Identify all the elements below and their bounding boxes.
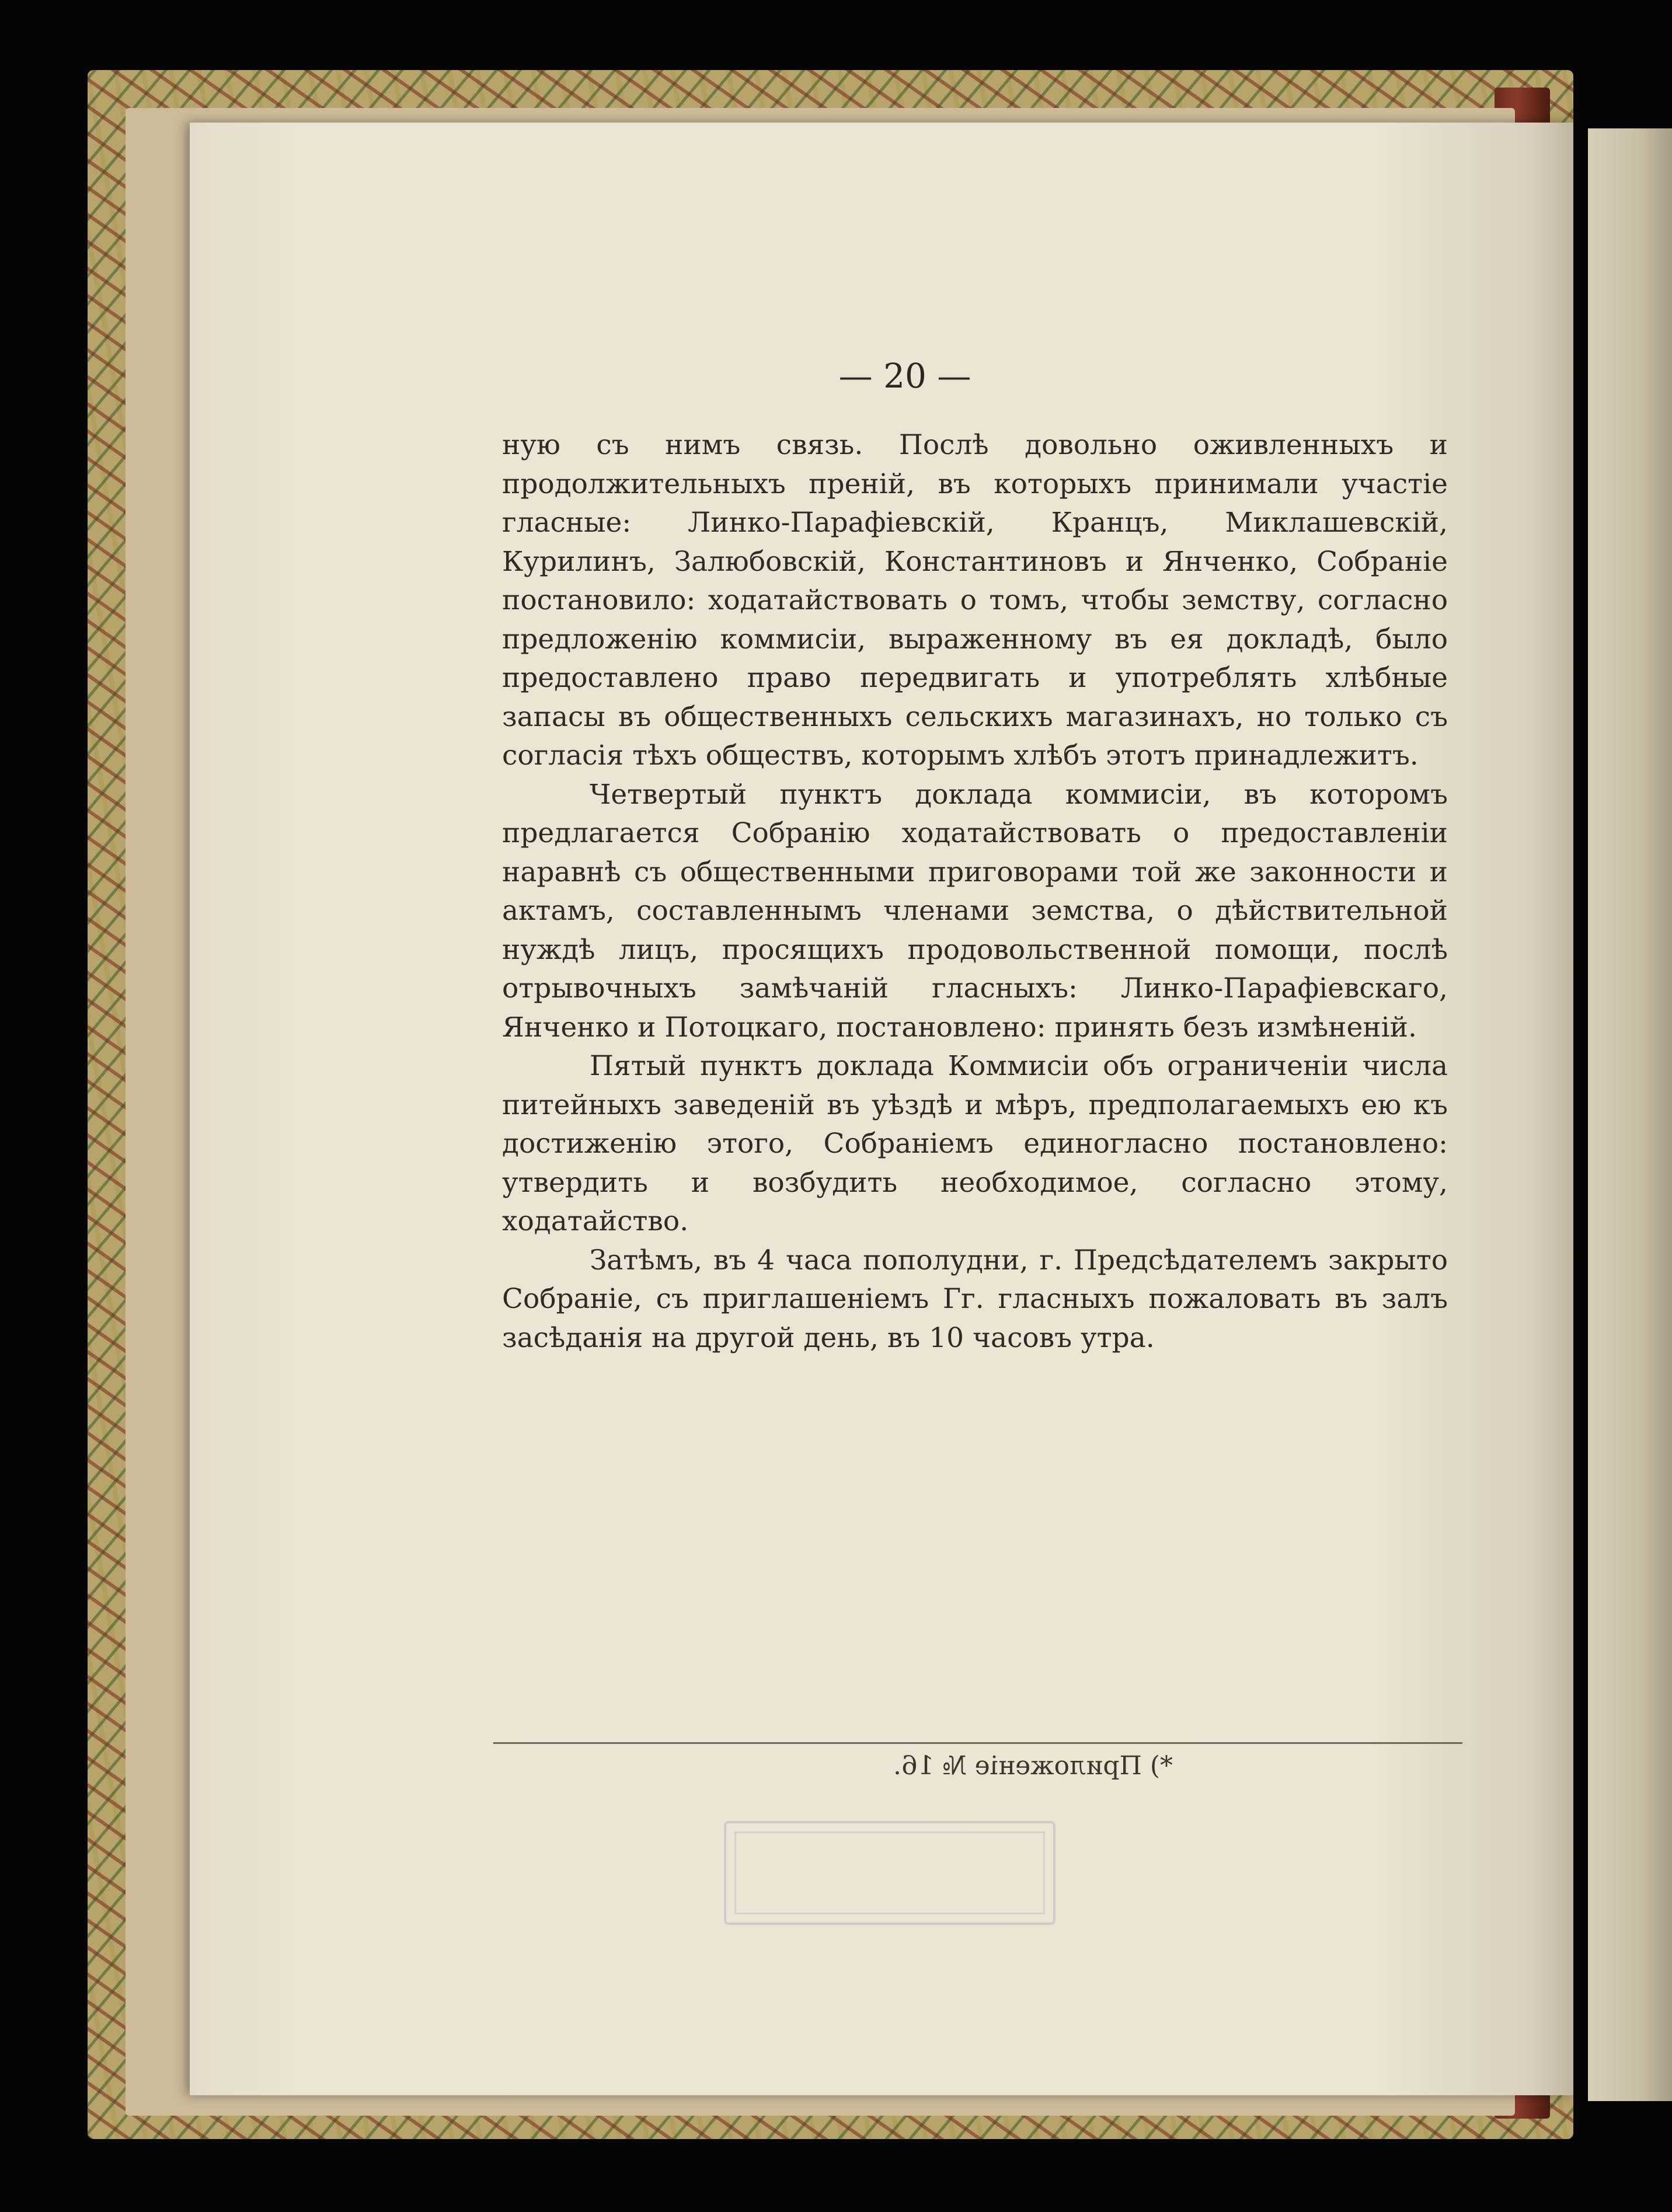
paragraph-2: Четвертый пунктъ доклада коммисіи, въ которомъ предлагается Собранію ходатайствовать о предоставленіи наравнѣ съ общественными приговорами той же законности и актамъ, составленнымъ членами земства, о дѣйствительной нуждѣ лицъ, просящихъ продовольственной помощи, послѣ отрывочныхъ замѣчаній гласныхъ: Линко-Парафіевскаго, Янченко и Потоцкаго, постановлено: принять безъ измѣненій.: [502, 778, 1448, 1044]
footnote-divider: [493, 1742, 1462, 1744]
facing-page-edge: [1588, 128, 1672, 2101]
library-stamp-ghost: [724, 1821, 1056, 1925]
page-number: — 20 —: [838, 356, 971, 396]
paragraph-3: Пятый пунктъ доклада Коммисіи объ ограниченіи числа питейныхъ заведеній въ уѣздѣ и мѣръ, предполагаемыхъ ею къ достиженію этого, Собраніемъ единогласно постановлено: утвердить и возбудить необходимое, согласно этому, ходатайство.: [502, 1050, 1448, 1237]
footnote-mirrored: *) Приложеніе № 16.: [893, 1751, 1173, 1781]
paragraph-1: ную съ нимъ связь. Послѣ довольно оживленныхъ и продолжительныхъ преній, въ которыхъ принимали участіе гласные: Линко-Парафіевскій, Кранцъ, Миклашевскій, Курилинъ, Залюбовскій, Константиновъ и Янченко, Собраніе постановило: ходатайствовать о томъ, чтобы земству, согласно предложенію коммисіи, выраженному въ ея докладѣ, было предоставлено право передвигать и употреблять хлѣбные запасы въ общественныхъ сельскихъ магазинахъ, но только съ согласія тѣхъ обществъ, которымъ хлѣбъ этотъ принадлежитъ.: [502, 429, 1448, 772]
paragraph-4: Затѣмъ, въ 4 часа пополудни, г. Предсѣдателемъ закрыто Собраніе, съ приглашеніемъ Гг. гласныхъ пожаловать въ залъ засѣданія на другой день, въ 10 часовъ утра.: [502, 1244, 1448, 1354]
library-stamp-inner: [734, 1831, 1045, 1914]
page-body: [502, 426, 1448, 1358]
